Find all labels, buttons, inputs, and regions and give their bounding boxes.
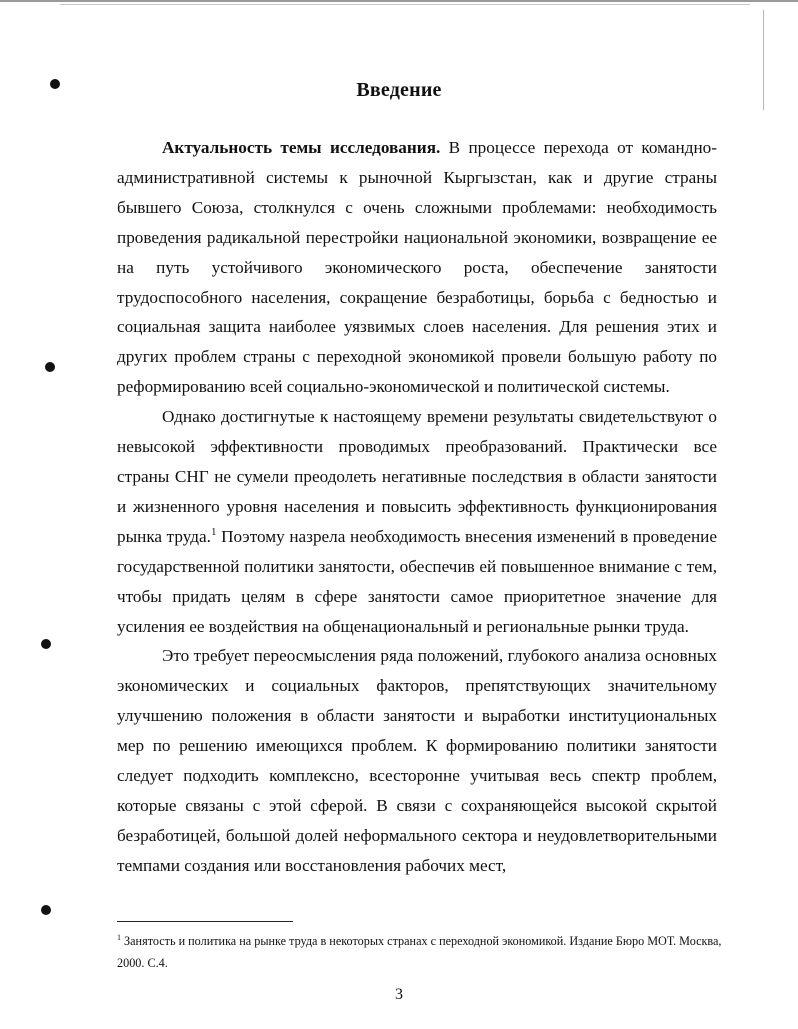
scan-edge-line [60, 4, 750, 5]
page-number: 3 [395, 986, 403, 1003]
paragraph-2 [117, 402, 717, 641]
body-text [117, 133, 717, 881]
paragraph-1-text: В процессе перехода от командно-административной системы к рыночной Кыргызстан, как и другие страны бывшего Союза, столкнулся с очень сложными проблемами: необходимость проведения радикальной перестройки национальной экономики, возвращение ее на путь устойчивого экономического роста, обеспечение занятости трудоспособного населения, сокращение безработицы, борьба с бедностью и социальная защита наиболее уязвимых слоев населения. Для решения этих и других проблем страны с переходной экономикой провели большую работу по реформированию всей социально-экономической и политической системы. [117, 138, 717, 397]
footnote [117, 930, 737, 974]
footnote-separator [117, 921, 293, 922]
footnote-ref[interactable]: 1 [210, 525, 217, 538]
scan-edge-top [0, 0, 798, 2]
paragraph-2-text-before: Однако достигнутые к настоящему времени результаты свидетельствуют о невысокой эффективности проводимых преобразований. Практически все страны СНГ не сумели преодолеть негативные последствия в области занятости и жизненного уровня населения и повысить эффективность функционирования рынка труда. [117, 407, 717, 546]
binder-hole-2 [45, 362, 55, 372]
paragraph-lead: Актуальность темы исследования. [162, 138, 441, 157]
paragraph-3 [117, 641, 717, 880]
paragraph-2-text-after: Поэтому назрела необходимость внесения изменений в проведение государственной политики занятости, обеспечив ей повышенное внимание с тем, чтобы придать целям в сфере занятости самое приоритетное значение для усиления ее воздействия на общенациональный и региональные рынки труда. [117, 526, 718, 636]
binder-hole-4 [41, 905, 51, 915]
page-title: Введение [356, 79, 442, 102]
footnote-text: Занятость и политика на рынке труда в некоторых странах с переходной экономикой. Издание Бюро МОТ. Москва, 2000. С.4. [117, 934, 722, 970]
binder-hole-3 [41, 639, 51, 649]
footnote-number: 1 [117, 933, 121, 942]
paragraph-1 [117, 133, 717, 402]
paragraph-3-text: Это требует переосмысления ряда положений, глубокого анализа основных экономических и социальных факторов, препятствующих значительному улучшению положения в области занятости и выработки институциональных мер по решению имеющихся проблем. К формированию политики занятости следует подходить комплексно, всесторонне учитывая весь спектр проблем, которые связаны с этой сферой. В связи с сохраняющейся высокой скрытой безработицей, большой долей неформального сектора и неудовлетворительными темпами создания или восстановления рабочих мест, [117, 646, 717, 875]
